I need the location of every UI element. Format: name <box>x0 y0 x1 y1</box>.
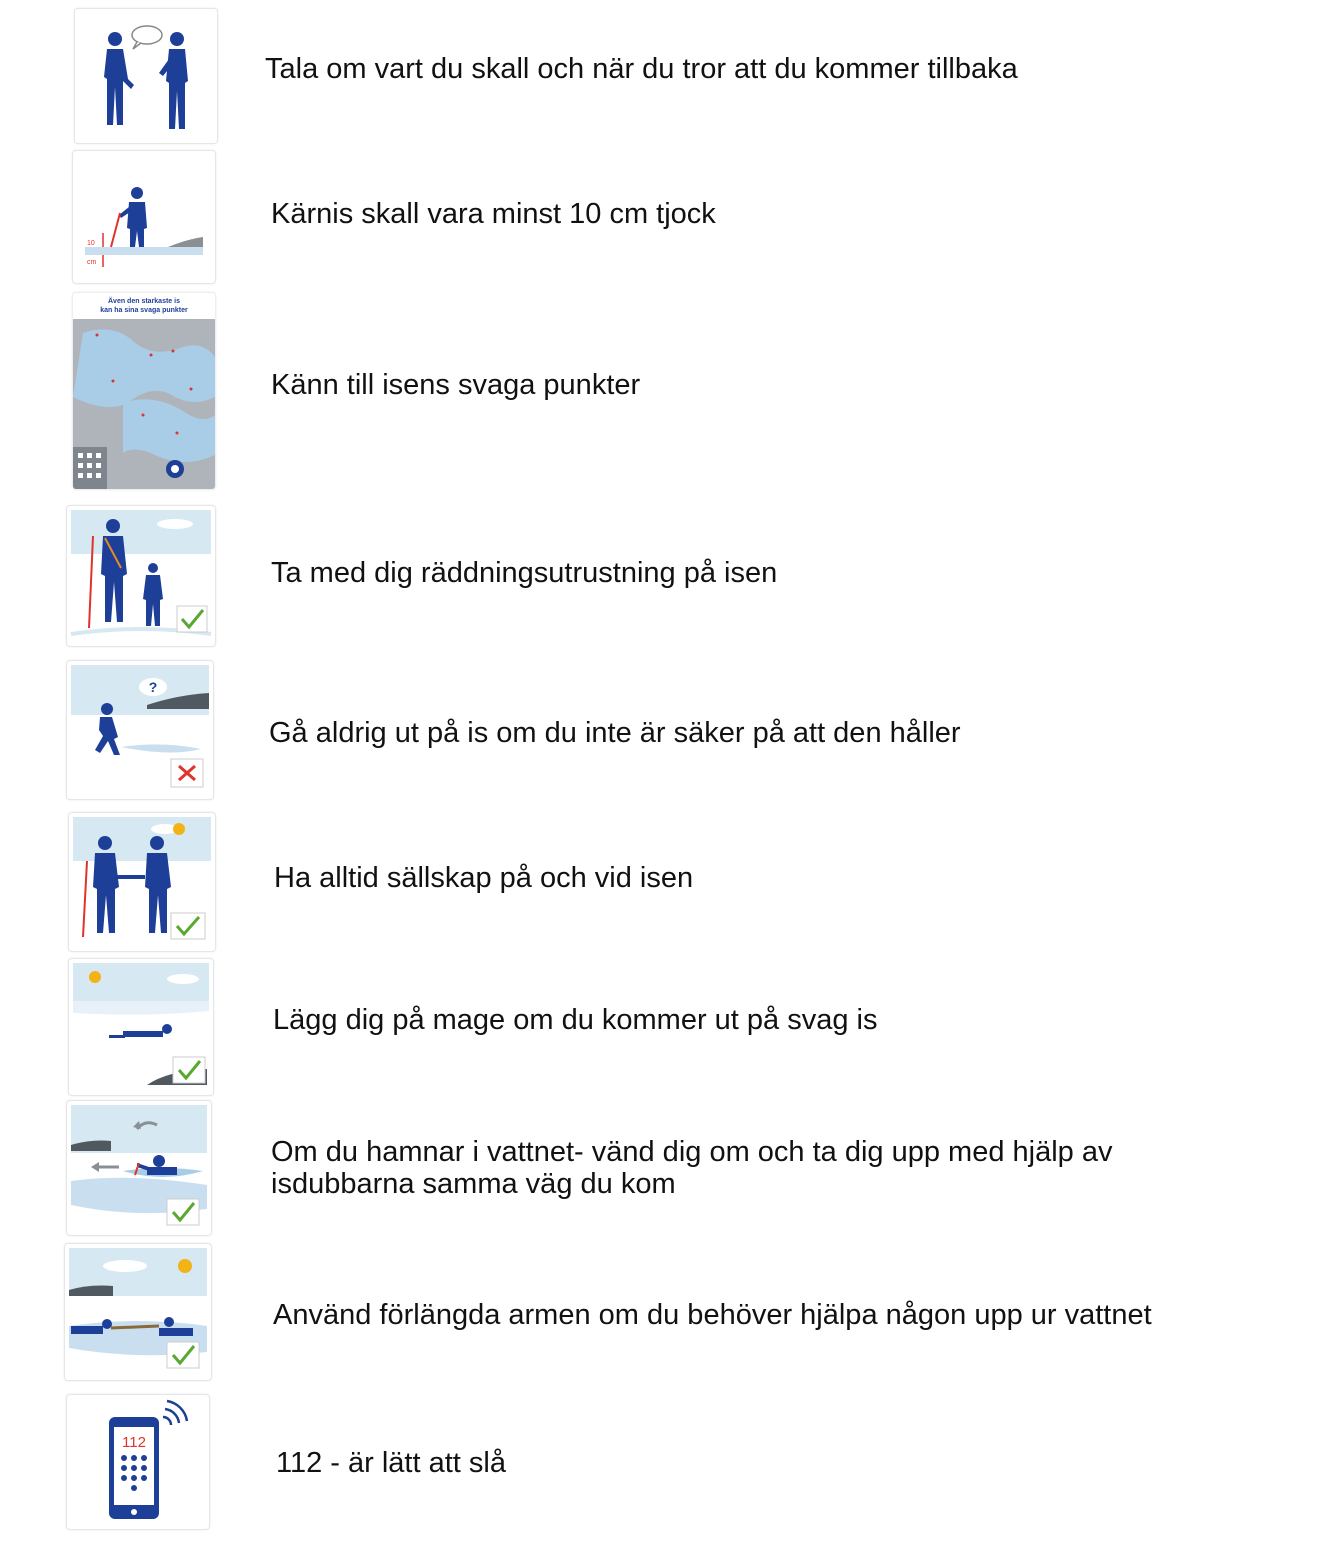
tip-3-text: Känn till isens svaga punkter <box>271 369 641 401</box>
tip-10-text: 112 - är lätt att slå <box>276 1447 506 1479</box>
tip-7-image <box>68 958 214 1096</box>
tip-8-text-line-1: Om du hamnar i vattnet- vänd dig om och ta dig upp med hjälp av <box>271 1136 1113 1168</box>
poster-title-line-2: kan ha sina svaga punkter <box>100 307 188 314</box>
weak-ice-map-icon <box>73 293 215 489</box>
lie-flat-icon <box>69 959 213 1095</box>
tip-6-image <box>68 812 216 952</box>
tip-5-image <box>66 660 214 800</box>
tip-10-image <box>66 1394 210 1530</box>
uncertain-ice-icon <box>67 661 213 799</box>
tip-9-image <box>64 1243 212 1381</box>
tip-4-image <box>66 505 216 647</box>
rescue-equipment-icon <box>67 506 215 646</box>
extended-arm-icon <box>65 1244 211 1380</box>
self-rescue-icon <box>67 1101 211 1235</box>
ice-thickness-mark-cm: cm <box>87 259 97 266</box>
tip-3-image <box>72 292 216 490</box>
phone-number: 112 <box>122 1434 146 1451</box>
tip-4-text: Ta med dig räddningsutrustning på isen <box>271 557 778 589</box>
tip-9-text: Använd förlängda armen om du behöver hjälpa någon upp ur vattnet <box>273 1299 1152 1331</box>
tip-6-text: Ha alltid sällskap på och vid isen <box>274 862 694 894</box>
tip-2-text: Kärnis skall vara minst 10 cm tjock <box>271 198 716 230</box>
company-on-ice-icon <box>69 813 215 951</box>
tip-1-text: Tala om vart du skall och när du tror att du kommer tillbaka <box>265 53 1018 85</box>
ice-thickness-icon <box>73 151 215 283</box>
question-mark: ? <box>148 679 158 695</box>
ice-thickness-mark-10: 10 <box>87 240 95 247</box>
tip-1-image <box>74 8 218 144</box>
phone-112-icon <box>67 1395 209 1529</box>
tip-2-image <box>72 150 216 284</box>
tip-8-image <box>66 1100 212 1236</box>
two-people-talking-icon <box>75 9 217 143</box>
tip-7-text: Lägg dig på mage om du kommer ut på svag is <box>273 1004 878 1036</box>
tip-8-text-line-2: isdubbarna samma väg du kom <box>271 1168 676 1200</box>
poster-title-line-1: Även den starkaste is <box>108 298 180 305</box>
tip-5-text: Gå aldrig ut på is om du inte är säker på att den håller <box>269 717 961 749</box>
